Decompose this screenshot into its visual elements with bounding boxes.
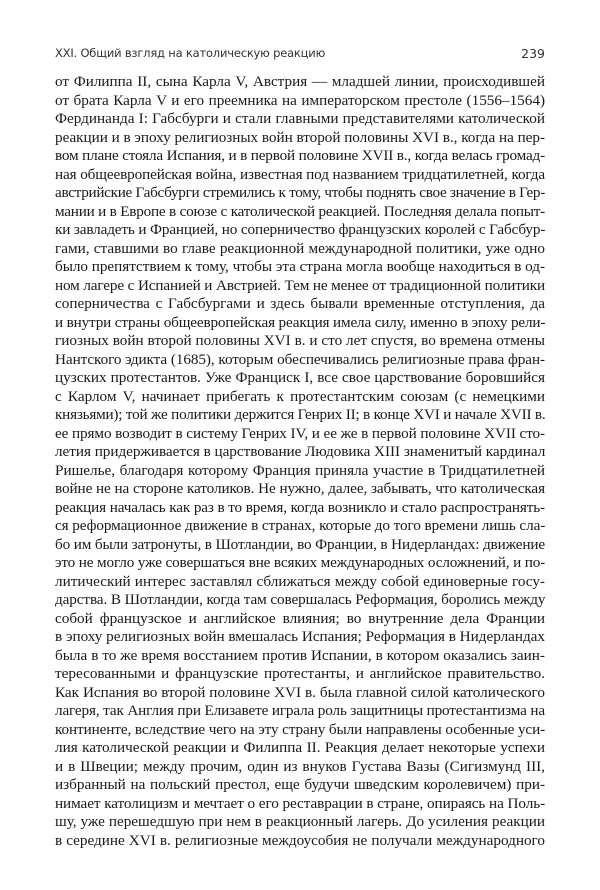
running-header xyxy=(55,46,545,64)
chapter-title: XXI. Общий взгляд на католическую реакцию xyxy=(55,46,326,60)
text-line: реакции и в эпоху религиозных войн второй половины XVI в., когда на пер- xyxy=(55,128,545,146)
text-line: Как Испания во второй половине XVI в. была главной силой католического xyxy=(55,683,545,701)
text-line: войне не на стороне католиков. Не нужно, далее, забывать, что католическая xyxy=(55,480,545,497)
text-line: и внутри страны общеевропейская реакция имела силу, именно в эпоху рели- xyxy=(55,313,546,331)
body-text xyxy=(55,73,545,850)
text-line: было препятствием к тому, чтобы эта страна могла вообще находиться в од- xyxy=(55,258,546,275)
text-line: гами, ставшими во главе реакционной международной политики, уже одно xyxy=(55,239,545,257)
text-line: нимает католицизм и мечтает о его реставрации в стране, опираясь на Поль- xyxy=(55,794,546,812)
text-line: собой французское и английское влияния; во внутренние дела Франции xyxy=(55,609,545,627)
text-line: ее прямо возводит в систему Генрих IV, и ее же в первой половине XVII сто- xyxy=(55,424,545,442)
text-line: Ришелье, благодаря которому Франция приняла участие в Тридцатилетней xyxy=(55,461,545,479)
text-line: литический интерес заставлял сближаться между собой единоверные госу- xyxy=(55,572,545,590)
text-line: лагеря, так Англия при Елизавете играла роль защитницы протестантизма на xyxy=(55,702,545,719)
text-line: летия придерживается в царствование Людовика XIII знаменитый кардинал xyxy=(55,443,546,460)
text-line: шу, уже перешедшую при нем в реакционный лагерь. До усиления реакции xyxy=(55,813,545,830)
text-line: от брата Карла V и его преемника на императорском престоле (1556–1564) xyxy=(55,91,545,109)
text-line: Фердинанда I: Габсбурги и стали главными представителями католической xyxy=(55,110,545,127)
text-line: от Филиппа II, сына Карла V, Австрия — младшей линии, происходившей xyxy=(55,73,545,90)
text-line: лия католической реакции и Филиппа II. Реакция делает некоторые успехи xyxy=(55,739,545,756)
text-line: в середине XVI в. религиозные междоусобия не получали международного xyxy=(55,831,545,849)
text-line: Нантского эдикта (1685), которым обеспечивались религиозные права фран- xyxy=(55,350,545,368)
text-line: вом плане стояла Испания, и в первой половине XVII в., когда велась громад- xyxy=(55,147,545,164)
text-line: ном лагере с Испанией и Австрией. Тем не менее от традиционной политики xyxy=(55,276,546,294)
text-line: в эпоху религиозных войн вмешалась Испания; Реформация в Нидерландах xyxy=(55,628,545,645)
text-line: избранный на польский престол, еще будучи шведским королевичем) при- xyxy=(55,776,545,793)
text-line: была в то же время восстанием против Испании, в котором оказались заин- xyxy=(55,646,545,664)
text-line: ки завладеть и Францией, но соперничество французских королей с Габсбур- xyxy=(55,221,546,238)
text-line: мании и в Европе в союзе с католической реакцией. Последняя делала попыт- xyxy=(55,202,545,220)
text-line: австрийские Габсбурги стремились к тому, чтобы поднять свое значение в Гер- xyxy=(55,184,545,201)
text-line: и в Швеции; между прочим, один из внуков Густава Вазы (Сигизмунд III, xyxy=(55,757,545,775)
text-line: тересованными и французские протестанты, и английское правительство. xyxy=(55,665,545,682)
text-line: ся реформационное движение в странах, которые до того времени лишь сла- xyxy=(55,517,546,534)
text-line: князьями); той же политики держится Генрих II; в конце XVI и начале XVII в. xyxy=(55,406,546,423)
text-line: соперничества с Габсбургами и здесь бывали временные отступления, да xyxy=(55,295,545,312)
text-line: цузских протестантов. Уже Франциск I, все свое царствование боровшийся xyxy=(55,369,545,386)
text-line: гиозных войн второй половины XVI в. и сто лет спустя, во времена отмены xyxy=(55,332,545,349)
text-line: континенте, вследствие чего на эту страну были направлены особенные уси- xyxy=(55,720,546,738)
text-line: бо им были затронуты, в Шотландии, во Франции, в Нидерландах: движение xyxy=(55,535,545,553)
text-line: дарства. В Шотландии, когда там совершалась Реформация, боролись между xyxy=(55,591,546,608)
page-number: 239 xyxy=(521,46,545,61)
text-line: реакция началась как раз в то время, когда возникло и стало распространять- xyxy=(55,498,545,516)
text-line: с Карлом V, начинает прибегать к протестантским союзам (с немецкими xyxy=(55,387,545,405)
text-line: ная общеевропейская война, известная под названием тридцатилетней, когда xyxy=(55,165,545,183)
text-line: это не могло уже совершаться вне всяких международных осложнений, и по- xyxy=(55,554,546,571)
